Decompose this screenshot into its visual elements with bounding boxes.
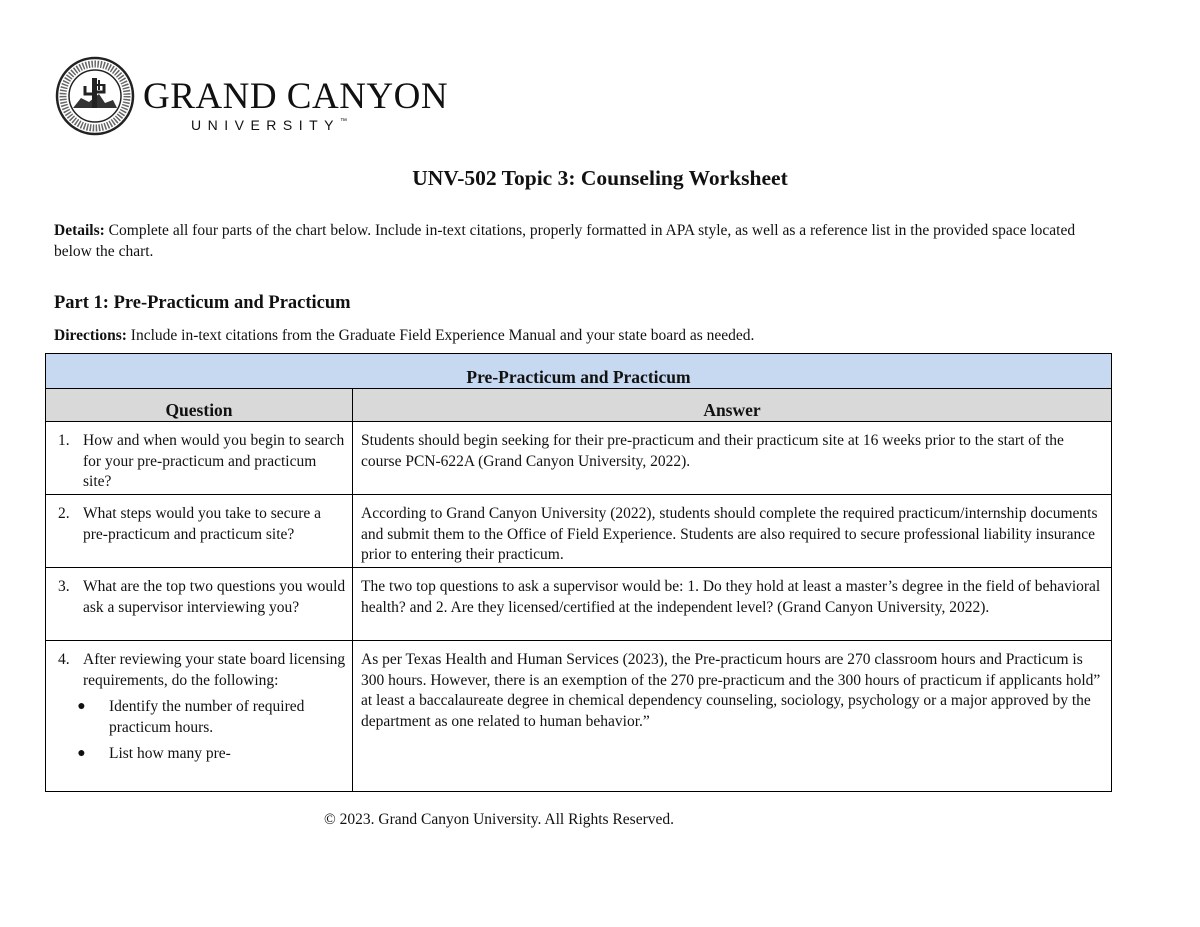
logo-wordmark: GRAND CANYON [143, 76, 449, 117]
question-text: How and when would you begin to search for your pre-practicum and practicum site? [83, 432, 345, 490]
copyright-footer: © 2023. Grand Canyon University. All Rights Reserved. [324, 811, 675, 828]
column-header-question: Question [46, 389, 353, 422]
answer-cell: According to Grand Canyon University (2022), students should complete the required practicum/internship documents and submit them to the Office of Field Experience. Students are also required to secure professional liability insurance prior to entering their practicum. [353, 495, 1112, 568]
question-bullet-list [54, 697, 348, 765]
table-row [46, 495, 1112, 568]
question-text: What steps would you take to secure a pre-practicum and practicum site? [83, 505, 322, 543]
answer-cell: Students should begin seeking for their pre-practicum and their practicum site at 16 weeks prior to the start of the course PCN-622A (Grand Canyon University, 2022). [353, 422, 1112, 495]
list-item: ● Identify the number of required practicum hours. [54, 697, 348, 738]
question-text: After reviewing your state board licensing requirements, do the following: [83, 651, 346, 689]
university-seal-icon [55, 56, 135, 136]
table-row [46, 641, 1112, 792]
table-row [46, 422, 1112, 495]
question-text: What are the top two questions you would ask a supervisor interviewing you? [83, 578, 346, 616]
question-number: 3. [58, 578, 70, 595]
directions-label: Directions: [54, 327, 127, 344]
question-cell [46, 422, 353, 495]
directions-text: Include in-text citations from the Graduate Field Experience Manual and your state board as needed. [126, 327, 755, 344]
answer-cell: The two top questions to ask a supervisor would be: 1. Do they hold at least a master’s degree in the field of behavioral health? and 2. Are they licensed/certified at the independent level? (Grand Canyon University, 2022). [353, 568, 1112, 641]
directions-paragraph [54, 325, 754, 346]
question-cell [46, 495, 353, 568]
question-number: 2. [58, 505, 70, 522]
page-title: UNV-502 Topic 3: Counseling Worksheet [412, 166, 788, 190]
column-header-answer: Answer [353, 389, 1112, 422]
logo-subtitle: UNIVERSITY™ [191, 117, 348, 133]
answer-cell: As per Texas Health and Human Services (2023), the Pre-practicum hours are 270 classroom hours and Practicum is 300 hours. However, there is an exemption of the 270 pre-practicum and the 300 hours of practicum if applicants hold” at least a baccalaureate degree in chemical dependency counseling, sociology, psychology or a major approved by the department as one related to human behavior.” [353, 641, 1112, 792]
details-text: Complete all four parts of the chart below. Include in-text citations, properly formatted in APA style, as well as a reference list in the provided space located below the chart. [54, 222, 1076, 260]
details-paragraph [54, 220, 1114, 262]
question-number: 4. [58, 651, 70, 668]
bullet-icon: ● [77, 746, 86, 761]
question-cell [46, 568, 353, 641]
details-label: Details: [54, 222, 105, 239]
question-cell [46, 641, 353, 792]
question-number: 1. [58, 432, 70, 449]
table-row [46, 568, 1112, 641]
university-logo [55, 56, 449, 138]
pre-practicum-table [45, 353, 1112, 792]
table-caption: Pre-Practicum and Practicum [46, 354, 1112, 389]
bullet-icon: ● [77, 699, 86, 714]
part-1-heading: Part 1: Pre-Practicum and Practicum [54, 293, 351, 313]
list-item: ● List how many pre- [54, 744, 348, 765]
